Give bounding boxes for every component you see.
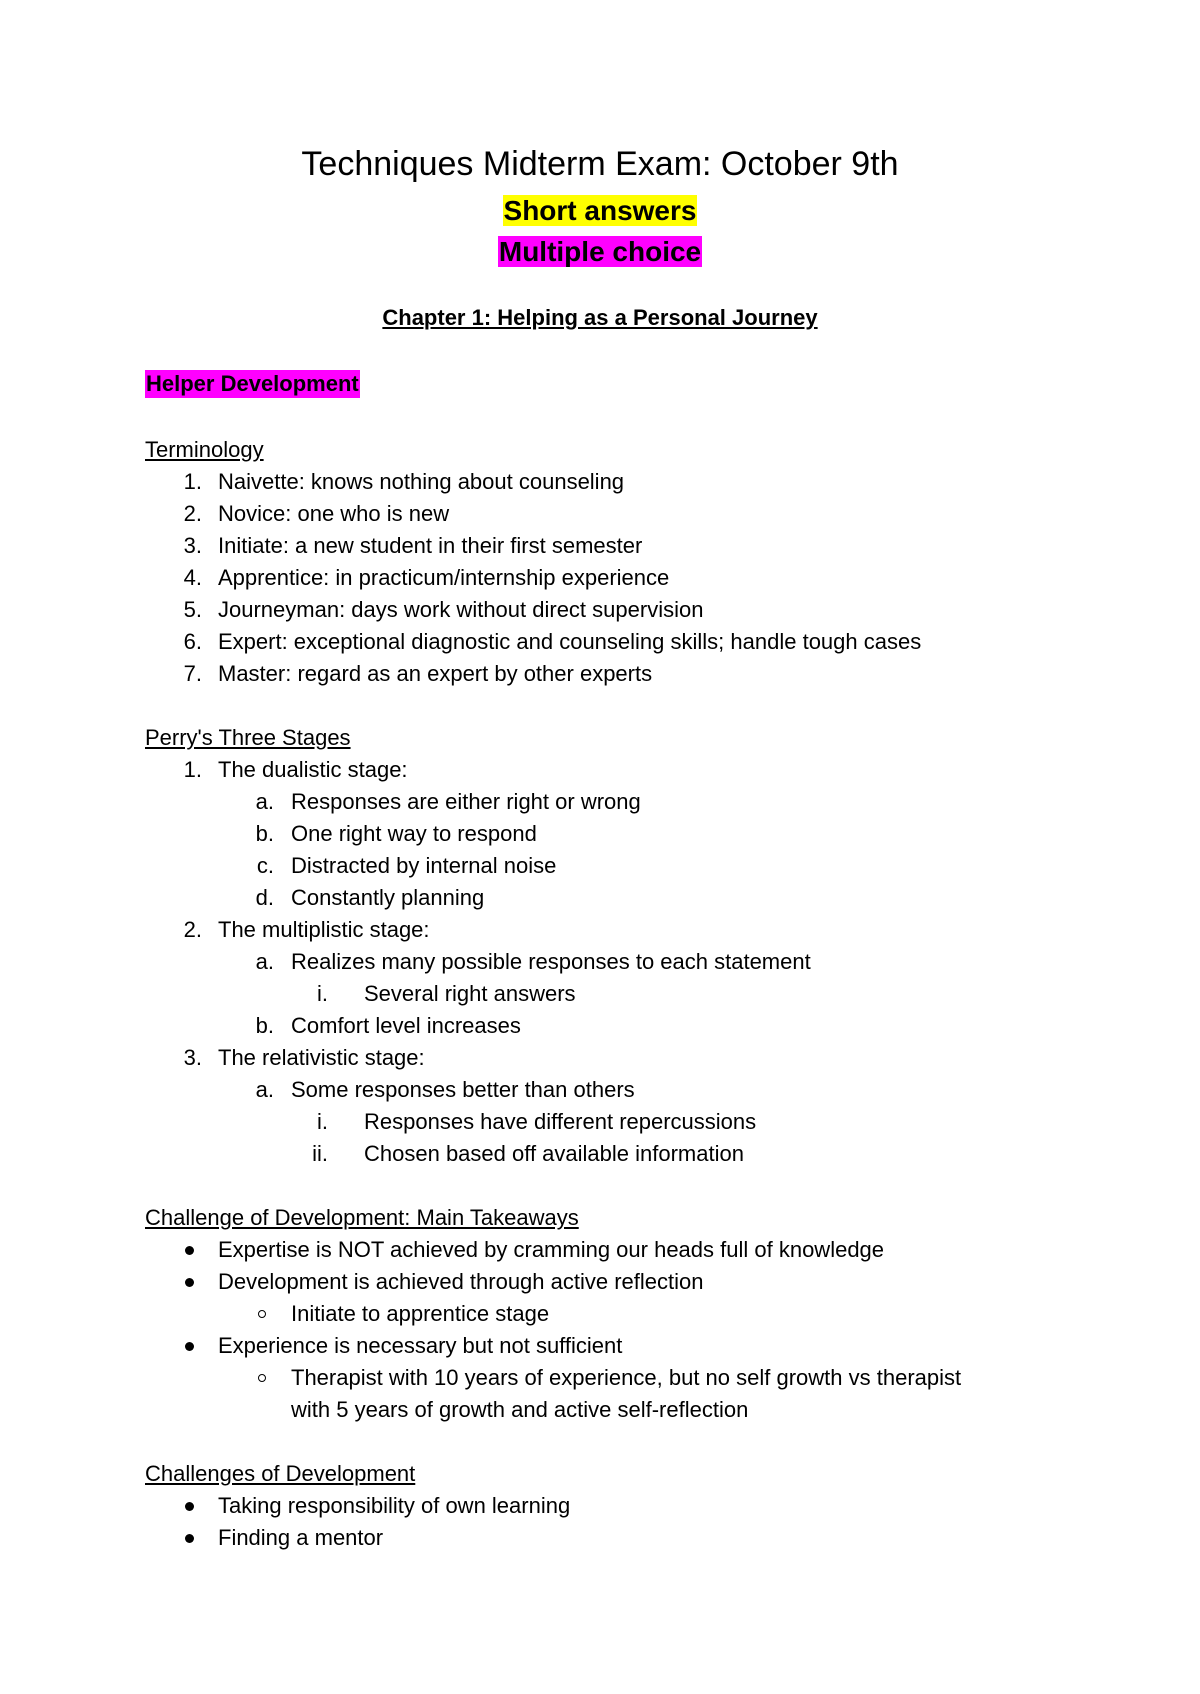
list-number: 2. [183,501,202,526]
list-item-text: The relativistic stage: [218,1045,425,1070]
bullet-icon [185,1534,194,1543]
list-item-text: with 5 years of growth and active self-reflection [291,1397,749,1422]
list-letter: b. [255,821,274,846]
list-number: 4. [183,565,202,590]
list-item-text: Constantly planning [291,885,485,910]
legend-multiple-choice: Multiple choice [498,236,702,267]
list-number: 2. [183,917,202,942]
list-item-text: Therapist with 10 years of experience, but no self growth vs therapist [291,1365,962,1390]
list-letter: b. [255,1013,274,1038]
list-item-text: Journeyman: days work without direct supervision [218,597,704,622]
list-number: 1. [183,757,202,782]
perry-heading: Perry's Three Stages [145,725,351,750]
legend-short-answers-line [0,193,1200,229]
list-number: 6. [183,629,202,654]
list-roman: i. [317,1109,328,1134]
takeaways-heading: Challenge of Development: Main Takeaways [145,1205,579,1230]
bullet-icon [185,1342,194,1351]
list-number: 7. [183,661,202,686]
list-number: 5. [183,597,202,622]
list-letter: c. [256,853,274,878]
list-letter: a. [255,949,274,974]
terminology-heading: Terminology [145,437,264,462]
list-letter: a. [255,1077,274,1102]
list-item-text: Novice: one who is new [218,501,450,526]
legend-multiple-choice-line [0,234,1200,270]
list-item-text: Apprentice: in practicum/internship experience [218,565,670,590]
list-number: 1. [183,469,202,494]
list-item-text: One right way to respond [291,821,537,846]
list-item-text: Expertise is NOT achieved by cramming our heads full of knowledge [218,1237,885,1262]
list-item-text: Initiate to apprentice stage [291,1301,550,1326]
legend-short-answers: Short answers [503,195,697,226]
bullet-icon [185,1278,194,1287]
list-item-text: Experience is necessary but not sufficient [218,1333,623,1358]
chapter-heading: Chapter 1: Helping as a Personal Journey [382,305,818,330]
bullet-icon [185,1246,194,1255]
list-item-text: Expert: exceptional diagnostic and counseling skills; handle tough cases [218,629,922,654]
list-roman: ii. [312,1141,328,1166]
list-item-text: Comfort level increases [291,1013,521,1038]
list-item-text: Master: regard as an expert by other experts [218,661,653,686]
list-number: 3. [183,1045,202,1070]
section-heading: Helper Development [146,371,359,396]
list-item-text: Several right answers [364,981,576,1006]
list-item-text: Responses are either right or wrong [291,789,641,814]
list-letter: a. [255,789,274,814]
hollow-bullet-icon [258,1310,266,1318]
list-item-text: Taking responsibility of own learning [218,1493,571,1518]
bullet-icon [185,1502,194,1511]
list-roman: i. [317,981,328,1006]
page-title: Techniques Midterm Exam: October 9th [301,145,899,183]
list-item-text: Realizes many possible responses to each statement [291,949,811,974]
list-item-text: Finding a mentor [218,1525,384,1550]
list-item-text: Some responses better than others [291,1077,635,1102]
list-item-text: Development is achieved through active reflection [218,1269,704,1294]
list-item-text: Naivette: knows nothing about counseling [218,469,625,494]
list-letter: d. [255,885,274,910]
list-item-text: Initiate: a new student in their first semester [218,533,643,558]
list-item-text: The dualistic stage: [218,757,408,782]
list-item-text: The multiplistic stage: [218,917,430,942]
list-item-text: Responses have different repercussions [364,1109,757,1134]
hollow-bullet-icon [258,1374,266,1382]
list-item-text: Chosen based off available information [364,1141,744,1166]
list-item-text: Distracted by internal noise [291,853,557,878]
challenges-heading: Challenges of Development [145,1461,416,1486]
list-number: 3. [183,533,202,558]
